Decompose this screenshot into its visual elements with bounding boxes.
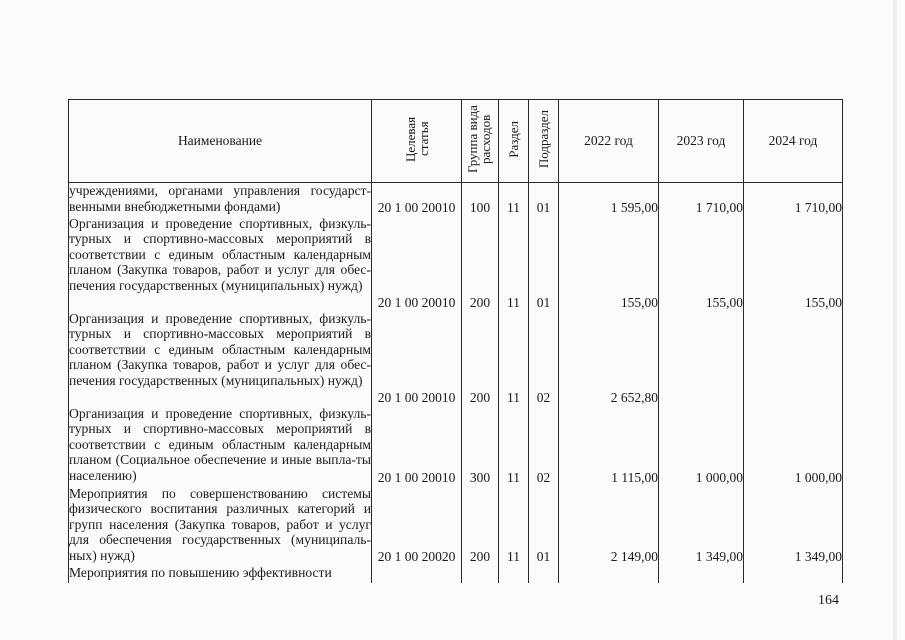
row-2022: 155,00: [559, 216, 659, 311]
row-name: Организация и проведение спортивных, физкуль-турных и спортивно-массовых мероприятий в соответствии с единым областным календарным планом (Социальное обеспечение и иные выпла-ты населению): [69, 406, 372, 486]
row-section: [499, 565, 529, 583]
row-2022: 2 149,00: [559, 486, 659, 565]
row-section: 11: [499, 216, 529, 311]
row-subsection: [529, 565, 559, 583]
table-row: [69, 311, 843, 406]
table-row: [69, 183, 843, 216]
row-2023: 1 710,00: [659, 183, 744, 216]
row-target-article: 20 1 00 20010: [372, 183, 462, 216]
row-expense-group: 300: [462, 406, 499, 486]
table-row: [69, 406, 843, 486]
header-target-article: Целевая статья: [372, 100, 462, 183]
row-subsection: 01: [529, 216, 559, 311]
row-2023: [659, 565, 744, 583]
header-section: Раздел: [499, 100, 529, 183]
table-row: [69, 565, 843, 583]
header-expense-group: Группа вида расходов: [462, 100, 499, 183]
row-target-article: 20 1 00 20010: [372, 216, 462, 311]
row-2022: 2 652,80: [559, 311, 659, 406]
row-subsection: 01: [529, 486, 559, 565]
row-subsection: 02: [529, 406, 559, 486]
row-name: Организация и проведение спортивных, физкуль-турных и спортивно-массовых мероприятий в соответствии с единым областным календарным планом (Закупка товаров, работ и услуг для обес-печения государственных (муниципальных) нужд): [69, 216, 372, 311]
row-2024: 1 710,00: [744, 183, 843, 216]
row-name: Организация и проведение спортивных, физкуль-турных и спортивно-массовых мероприятий в соответствии с единым областным календарным планом (Закупка товаров, работ и услуг для обес-печения государственных (муниципальных) нужд): [69, 311, 372, 406]
row-section: 11: [499, 486, 529, 565]
table-header-row: [69, 100, 843, 183]
row-section: 11: [499, 183, 529, 216]
row-2023: 155,00: [659, 216, 744, 311]
row-expense-group: 200: [462, 311, 499, 406]
row-2024: 1 000,00: [744, 406, 843, 486]
page-number: 164: [818, 593, 839, 608]
row-name: учреждениями, органами управления государст-венными внебюджетными фондами): [69, 183, 371, 214]
budget-table: [68, 99, 843, 583]
header-2024: 2024 год: [744, 100, 843, 183]
row-target-article: 20 1 00 20010: [372, 311, 462, 406]
row-subsection: 01: [529, 183, 559, 216]
header-name: Наименование: [69, 100, 372, 183]
row-2022: 1 115,00: [559, 406, 659, 486]
header-2023: 2023 год: [659, 100, 744, 183]
row-2022: [559, 565, 659, 583]
row-2023: 1 000,00: [659, 406, 744, 486]
row-expense-group: 100: [462, 183, 499, 216]
row-2024: 1 349,00: [744, 486, 843, 565]
row-2024: [744, 565, 843, 583]
row-target-article: 20 1 00 20010: [372, 406, 462, 486]
row-section: 11: [499, 311, 529, 406]
header-2022: 2022 год: [559, 100, 659, 183]
row-2023: [659, 311, 744, 406]
row-2022: 1 595,00: [559, 183, 659, 216]
row-target-article: 20 1 00 20020: [372, 486, 462, 565]
table-row: [69, 486, 843, 565]
row-expense-group: [462, 565, 499, 583]
row-2024: 155,00: [744, 216, 843, 311]
row-section: 11: [499, 406, 529, 486]
row-subsection: 02: [529, 311, 559, 406]
row-expense-group: 200: [462, 216, 499, 311]
scan-edge: [893, 0, 897, 640]
row-name: Мероприятия по повышению эффективности: [69, 565, 372, 583]
header-subsection: Подраздел: [529, 100, 559, 183]
row-target-article: [372, 565, 462, 583]
row-2024: [744, 311, 843, 406]
table-row: [69, 216, 843, 311]
row-expense-group: 200: [462, 486, 499, 565]
row-2023: 1 349,00: [659, 486, 744, 565]
row-name: Мероприятия по совершенствованию системы физического воспитания различных категорий и групп населения (Закупка товаров, работ и услуг для обеспечения государственных (муниципаль-ных) нужд): [69, 485, 371, 563]
